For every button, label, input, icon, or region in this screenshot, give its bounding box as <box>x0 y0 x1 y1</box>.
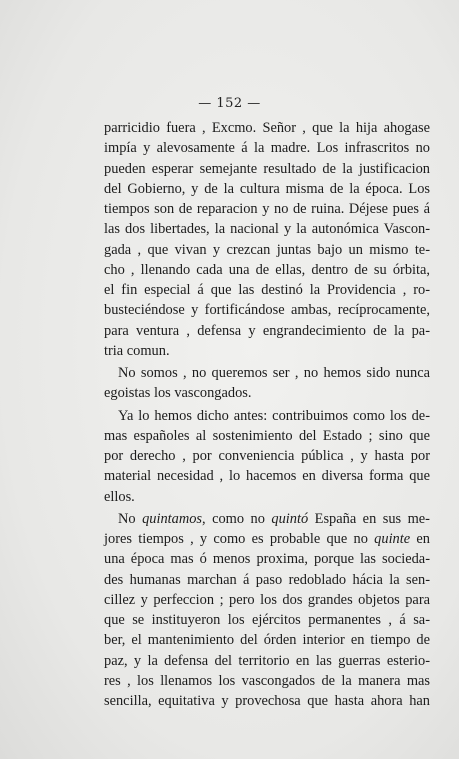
text-line: mas españoles al sostenimiento del Estado ; sino que <box>104 427 430 444</box>
text-line: des humanas marchan á paso redoblado hácia la sen- <box>104 571 430 588</box>
text-line: una época mas ó menos proxima, porque las socieda- <box>104 551 430 568</box>
text-line: tria comun. <box>104 342 170 359</box>
text-line <box>104 509 430 529</box>
text-line: que se instituyeron los ejércitos permanentes , á sa- <box>104 612 430 628</box>
italic-word: quinte <box>374 531 411 547</box>
text-line: ber, el mantenimiento del órden interior en tiempo de <box>104 632 430 649</box>
text-line: Ya lo hemos dicho antes: contribuimos como los de- <box>118 407 430 424</box>
text-run: jores tiempos , y como es probable que no <box>104 531 375 547</box>
text-run: en <box>410 531 431 547</box>
text-line: del Gobierno, y de la cultura misma de la época. Los <box>104 180 430 197</box>
text-line: tiempos son de reparacion y no de ruina. Déjese pues á <box>104 201 430 217</box>
text-line <box>104 529 430 549</box>
text-line: cho , llenando cada una de ellas, dentro de su órbita, <box>104 261 430 278</box>
text-line: gada , que vivan y crezcan juntas bajo un mismo te- <box>104 241 430 258</box>
text-line: busteciéndose y fortificándose ambas, recíprocamente, <box>104 302 430 319</box>
text-line: paz, y la defensa del territorio en las guerras esterio- <box>104 652 430 669</box>
text-line: el fin especial á que las destinó la Providencia , ro- <box>104 282 430 298</box>
paragraph-3 <box>104 406 430 507</box>
paragraph-1 <box>104 118 430 361</box>
italic-word: quintó <box>271 510 309 527</box>
page-number: — 152 — <box>198 96 261 111</box>
text-line: por derecho , por conveniencia pública , y hasta por <box>104 448 430 464</box>
paragraph-4 <box>104 509 430 712</box>
text-line: ellos. <box>104 488 135 505</box>
text-line: sencilla, equitativa y provechosa que hasta ahora han <box>104 693 430 709</box>
paragraph-2 <box>104 363 430 404</box>
text-run: No <box>118 510 143 527</box>
body-text <box>104 118 430 711</box>
text-line: res , los llenamos los vascongados de la manera mas <box>104 672 430 689</box>
text-line: material necesidad , lo hacemos en diversa forma que <box>104 468 430 485</box>
text-line: impía y alevosamente á la madre. Los infrascritos no <box>104 140 430 157</box>
italic-word: quintamos <box>142 510 203 527</box>
text-line: egoistas los vascongados. <box>104 385 252 402</box>
text-line: cillez y perfeccion ; pero los dos grandes objetos para <box>104 591 430 608</box>
text-line: No somos , no queremos ser , no hemos sido nunca <box>118 365 430 381</box>
text-run: , como no <box>202 510 272 527</box>
text-line: pueden esperar semejante resultado de la justificacion <box>104 160 430 177</box>
text-line: las dos libertades, la nacional y la autonómica Vascon- <box>104 221 430 238</box>
text-run: España en sus me- <box>308 510 430 527</box>
text-line: para ventura , defensa y engrandecimiento de la pa- <box>104 322 430 339</box>
text-line: parricidio fuera , Excmo. Señor , que la hija ahogase <box>104 120 430 136</box>
